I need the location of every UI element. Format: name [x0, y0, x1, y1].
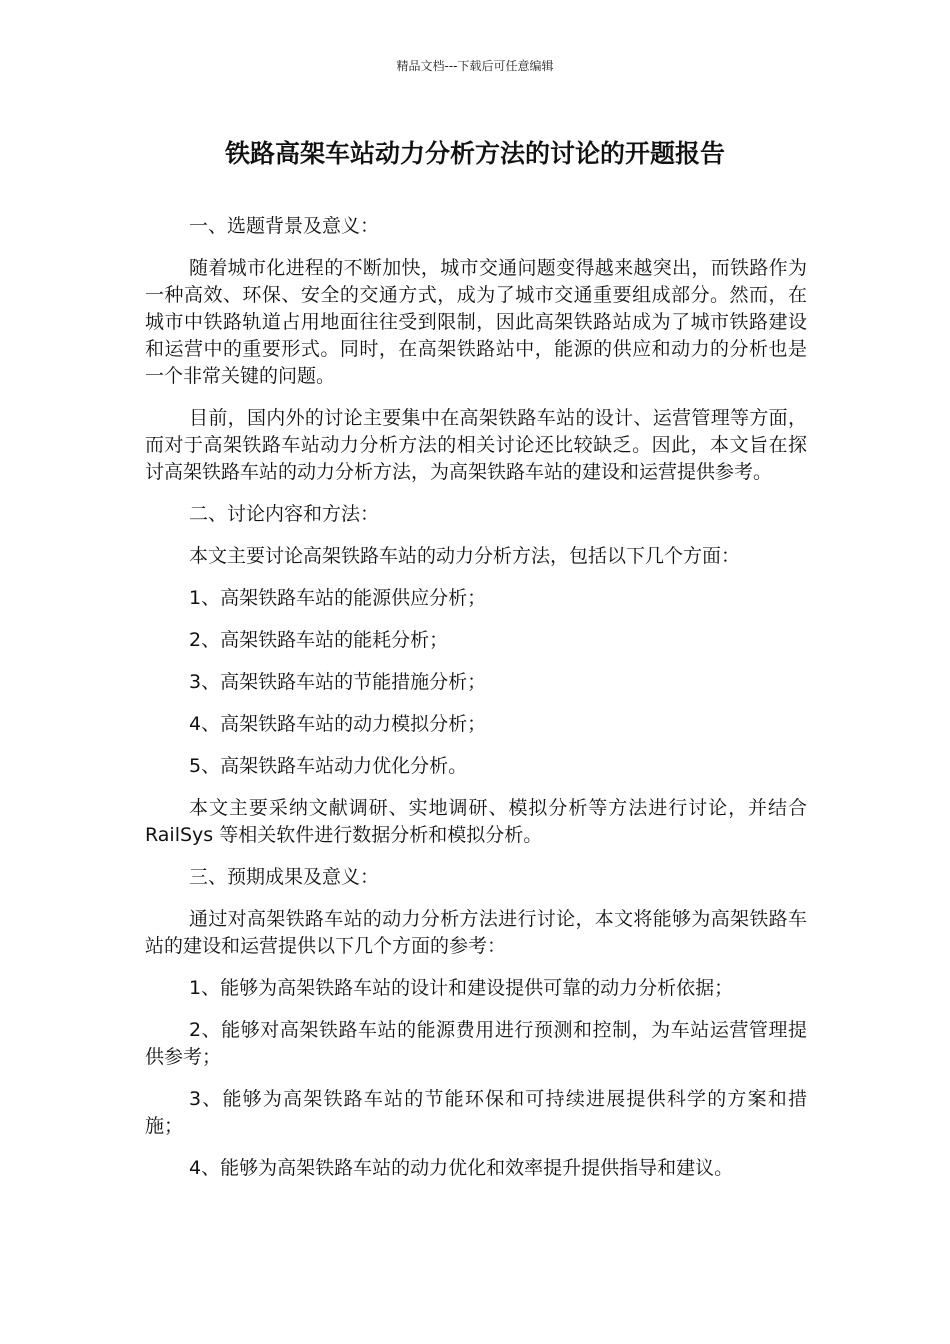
list-item-topic-3: 3、高架铁路车站的节能措施分析； [189, 671, 487, 693]
list-item-result-2: 2、能够对高架铁路车站的能源费用进行预测和控制，为车站运营管理提供参考； [145, 1019, 807, 1068]
list-item-result-4: 4、能够为高架铁路车站的动力优化和效率提升提供指导和建议。 [189, 1157, 734, 1179]
document-title: 铁路高架车站动力分析方法的讨论的开题报告 [224, 139, 725, 168]
document-body [145, 213, 807, 1197]
paragraph-background: 随着城市化进程的不断加快，城市交通问题变得越来越突出，而铁路作为一种高效、环保、安全的交通方式，成为了城市交通重要组成部分。然而，在城市中铁路轨道占用地面往往受到限制，因此高架铁路站成为了城市铁路建设和运营中的重要形式。同时，在高架铁路站中，能源的供应和动力的分析也是一个非常关键的问题。 [145, 257, 807, 387]
paragraph-main-topics: 本文主要讨论高架铁路车站的动力分析方法，包括以下几个方面： [189, 545, 741, 567]
list-item-result-3: 3、能够为高架铁路车站的节能环保和可持续进展提供科学的方案和措施； [145, 1088, 807, 1137]
list-item-topic-5: 5、高架铁路车站动力优化分析。 [189, 755, 468, 777]
list-item-result-1: 1、能够为高架铁路车站的设计和建设提供可靠的动力分析依据； [189, 977, 734, 999]
paragraph-methods: 本文主要采纳文献调研、实地调研、模拟分析等方法进行讨论，并结合 RailSys 等相关软件进行数据分析和模拟分析。 [145, 797, 807, 846]
paragraph-current-research: 目前，国内外的讨论主要集中在高架铁路车站的设计、运营管理等方面，而对于高架铁路车站动力分析方法的相关讨论还比较缺乏。因此，本文旨在探讨高架铁路车站的动力分析方法，为高架铁路车站的建设和运营提供参考。 [145, 407, 807, 483]
section-heading-background: 一、选题背景及意义： [189, 215, 380, 237]
list-item-topic-4: 4、高架铁路车站的动力模拟分析； [189, 713, 487, 735]
paragraph-results-intro: 通过对高架铁路车站的动力分析方法进行讨论，本文将能够为高架铁路车站的建设和运营提供以下几个方面的参考： [145, 908, 807, 957]
list-item-topic-2: 2、高架铁路车站的能耗分析； [189, 629, 449, 651]
section-heading-results: 三、预期成果及意义： [189, 866, 380, 888]
header-note: 精品文档---下载后可任意编辑 [396, 59, 554, 73]
list-item-topic-1: 1、高架铁路车站的能源供应分析； [189, 587, 487, 609]
section-heading-content-methods: 二、讨论内容和方法： [189, 503, 380, 525]
